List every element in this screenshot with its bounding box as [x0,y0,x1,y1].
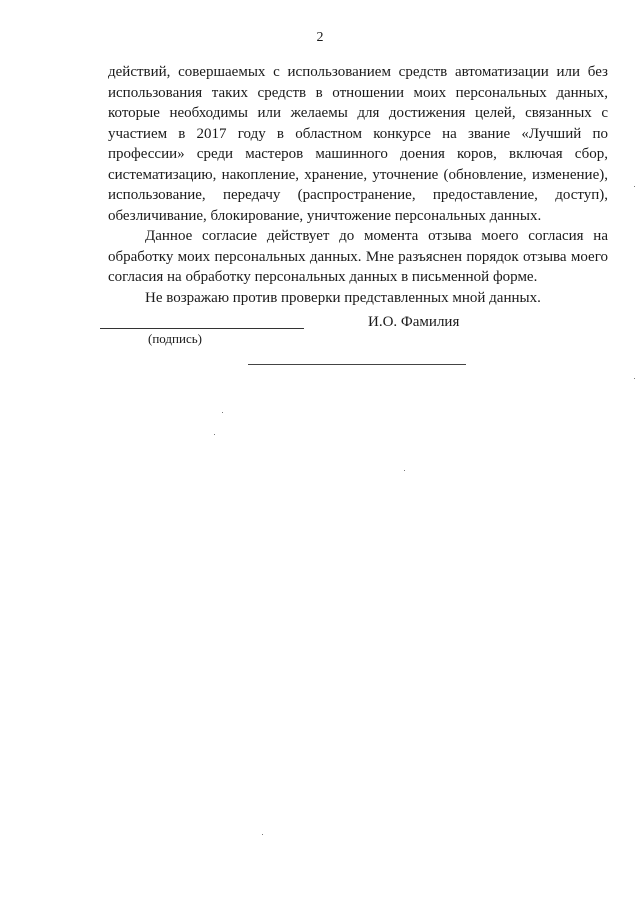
paragraph-verification: Не возражаю против проверки представленных мной данных. [145,289,541,306]
signature-caption: (подпись) [148,331,202,346]
scan-speck [262,834,263,835]
date-line [248,364,466,365]
scan-speck [634,378,635,379]
scan-speck [222,412,223,413]
consent-text [108,62,608,308]
signature-line [100,328,304,329]
signatory-name: И.О. Фамилия [368,314,460,330]
paragraph-processing-actions: действий, совершаемых с использованием средств автоматизации или без использования таких средств в отношении моих персональных данных, которые необходимы или желаемы для достижения целей, связанных с участием в 2017 году в областном конкурсе на звание «Лучший по профессии» среди мастеров машинного доения коров, включая сбор, систематизацию, накопление, хранение, уточнение (обновление, изменение), использование, передачу (распространение, предоставление, доступ), обезличивание, блокирование, уничтожение персональных данных. [108,64,608,224]
paragraph-consent-validity: Данное согласие действует до момента отзыва моего согласия на обработку моих персональных данных. Мне разъяснен порядок отзыва моего согласия на обработку персональных данных в письменной форме. [108,228,608,285]
page-number: 2 [316,30,324,45]
scan-speck [404,470,405,471]
scan-speck [214,434,215,435]
scan-speck [634,186,635,187]
